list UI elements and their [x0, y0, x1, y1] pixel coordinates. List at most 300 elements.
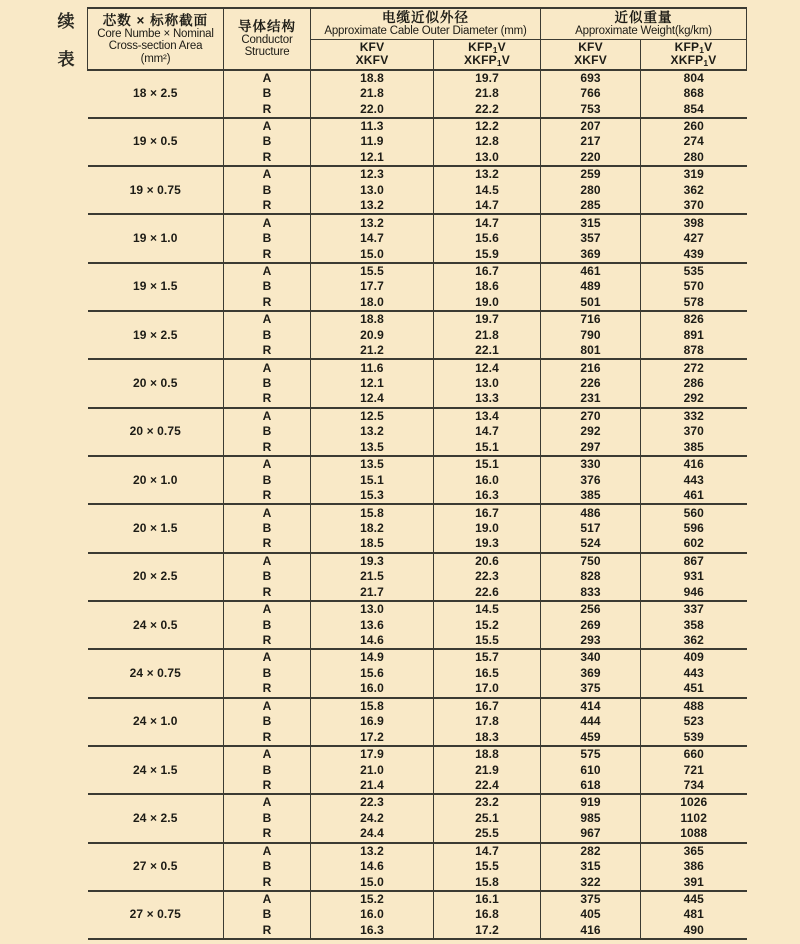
diameter-kfv-cell: 16.0 [311, 907, 434, 922]
table-row [88, 649, 747, 665]
weight-kfpv-cell: 292 [641, 391, 747, 407]
header-conductor-structure [224, 8, 311, 70]
diameter-kfpv-cell: 13.4 [434, 408, 541, 424]
header-diameter-en: Approximate Cable Outer Diameter (mm) [324, 25, 527, 37]
diameter-kfv-cell: 16.0 [311, 681, 434, 697]
conductor-structure-cell: R [224, 150, 311, 166]
weight-kfv-cell: 967 [541, 826, 641, 842]
weight-kfv-cell: 269 [541, 617, 641, 632]
diameter-kfv-cell: 14.6 [311, 859, 434, 874]
conductor-structure-cell: A [224, 649, 311, 665]
weight-kfv-cell: 610 [541, 762, 641, 777]
weight-kfpv-cell: 854 [641, 101, 747, 117]
weight-kfv-cell: 716 [541, 311, 641, 327]
conductor-structure-cell: B [224, 424, 311, 439]
diameter-kfpv-cell: 17.2 [434, 923, 541, 939]
weight-kfv-cell: 270 [541, 408, 641, 424]
diameter-kfv-cell: 22.3 [311, 794, 434, 810]
diameter-kfv-cell: 13.2 [311, 198, 434, 214]
conductor-structure-cell: R [224, 391, 311, 407]
diameter-kfv-cell: 15.0 [311, 874, 434, 890]
weight-kfv-cell: 231 [541, 391, 641, 407]
diameter-kfpv-cell: 12.2 [434, 118, 541, 134]
diameter-kfpv-cell: 14.5 [434, 183, 541, 198]
header-diameter-group [311, 8, 541, 39]
diameter-kfv-cell: 14.7 [311, 231, 434, 246]
conductor-structure-cell: B [224, 521, 311, 536]
weight-kfpv-cell: 385 [641, 440, 747, 456]
diameter-kfv-cell: 15.8 [311, 504, 434, 520]
table-header [88, 8, 747, 70]
diameter-kfv-cell: 12.1 [311, 150, 434, 166]
weight-kfpv-cell: 570 [641, 279, 747, 294]
weight-kfpv-cell: 286 [641, 376, 747, 391]
diameter-kfpv-cell: 15.5 [434, 633, 541, 649]
weight-kfpv-cell: 386 [641, 859, 747, 874]
conductor-structure-cell: B [224, 231, 311, 246]
weight-kfpv-cell: 535 [641, 263, 747, 279]
weight-kfv-cell: 517 [541, 521, 641, 536]
diameter-kfpv-cell: 17.0 [434, 681, 541, 697]
header-diameter-kfpv [434, 39, 541, 70]
diameter-kfv-cell: 17.2 [311, 729, 434, 745]
table-row [88, 794, 747, 810]
weight-kfv-cell: 216 [541, 359, 641, 375]
diameter-kfv-cell: 21.2 [311, 343, 434, 359]
conductor-structure-cell: B [224, 183, 311, 198]
conductor-structure-cell: A [224, 214, 311, 230]
header-weight-kfv-line1: KFV [578, 39, 603, 54]
diameter-kfv-cell: 20.9 [311, 328, 434, 343]
diameter-kfpv-cell: 22.3 [434, 569, 541, 584]
diameter-kfpv-cell: 13.0 [434, 150, 541, 166]
weight-kfv-cell: 282 [541, 843, 641, 859]
diameter-kfv-cell: 11.6 [311, 359, 434, 375]
conductor-structure-cell: R [224, 295, 311, 311]
diameter-kfv-cell: 12.5 [311, 408, 434, 424]
diameter-kfv-cell: 15.1 [311, 472, 434, 487]
diameter-kfv-cell: 24.2 [311, 811, 434, 826]
weight-kfpv-cell: 660 [641, 746, 747, 762]
diameter-kfv-cell: 13.6 [311, 617, 434, 632]
weight-kfv-cell: 322 [541, 874, 641, 890]
header-diameter-zh: 电缆近似外径 [382, 10, 469, 25]
header-conductor-zh: 导体结构 [238, 18, 296, 34]
diameter-kfv-cell: 14.9 [311, 649, 434, 665]
diameter-kfv-cell: 15.8 [311, 698, 434, 714]
diameter-kfpv-cell: 16.0 [434, 472, 541, 487]
conductor-structure-cell: A [224, 166, 311, 182]
diameter-kfv-cell: 18.8 [311, 311, 434, 327]
table-row [88, 456, 747, 472]
core-size-cell: 19 × 2.5 [88, 311, 224, 359]
conductor-structure-cell: A [224, 553, 311, 569]
weight-kfv-cell: 220 [541, 150, 641, 166]
weight-kfpv-cell: 578 [641, 295, 747, 311]
diameter-kfpv-cell: 19.3 [434, 536, 541, 552]
conductor-structure-cell: A [224, 601, 311, 617]
diameter-kfpv-cell: 12.4 [434, 359, 541, 375]
header-core-size [88, 8, 224, 70]
weight-kfv-cell: 575 [541, 746, 641, 762]
diameter-kfpv-cell: 13.0 [434, 376, 541, 391]
diameter-kfv-cell: 19.3 [311, 553, 434, 569]
weight-kfpv-cell: 868 [641, 86, 747, 101]
weight-kfpv-cell: 280 [641, 150, 747, 166]
weight-kfv-cell: 385 [541, 488, 641, 504]
core-size-cell: 19 × 1.5 [88, 263, 224, 311]
header-weight-kfpv [641, 39, 747, 70]
diameter-kfpv-cell: 16.7 [434, 263, 541, 279]
weight-kfv-cell: 790 [541, 328, 641, 343]
conductor-structure-cell: R [224, 681, 311, 697]
continued-char-2: 表 [57, 50, 75, 69]
core-size-cell: 24 × 1.5 [88, 746, 224, 794]
weight-kfv-cell: 985 [541, 811, 641, 826]
header-weight-zh: 近似重量 [614, 10, 673, 25]
header-weight-kfpv-line2: $XKFP_1V$ [670, 53, 717, 68]
weight-kfpv-cell: 596 [641, 521, 747, 536]
diameter-kfv-cell: 18.8 [311, 70, 434, 86]
diameter-kfv-cell: 22.0 [311, 101, 434, 117]
weight-kfv-cell: 207 [541, 118, 641, 134]
conductor-structure-cell: B [224, 714, 311, 729]
diameter-kfpv-cell: 21.8 [434, 328, 541, 343]
weight-kfv-cell: 501 [541, 295, 641, 311]
diameter-kfv-cell: 12.1 [311, 376, 434, 391]
core-size-cell: 27 × 0.75 [88, 891, 224, 939]
conductor-structure-cell: R [224, 440, 311, 456]
weight-kfpv-cell: 826 [641, 311, 747, 327]
diameter-kfpv-cell: 16.7 [434, 698, 541, 714]
diameter-kfpv-cell: 15.1 [434, 456, 541, 472]
weight-kfpv-cell: 1088 [641, 826, 747, 842]
core-size-cell: 24 × 1.0 [88, 698, 224, 746]
weight-kfpv-cell: 946 [641, 585, 747, 601]
diameter-kfpv-cell: 20.6 [434, 553, 541, 569]
core-size-cell: 20 × 1.5 [88, 504, 224, 552]
diameter-kfpv-cell: 14.7 [434, 198, 541, 214]
weight-kfv-cell: 919 [541, 794, 641, 810]
table-row [88, 263, 747, 279]
weight-kfpv-cell: 878 [641, 343, 747, 359]
conductor-structure-cell: B [224, 86, 311, 101]
table-row [88, 311, 747, 327]
core-size-cell: 19 × 0.75 [88, 166, 224, 214]
header-conductor-en-1: Conductor [241, 33, 293, 46]
table-row [88, 891, 747, 907]
core-size-cell: 24 × 2.5 [88, 794, 224, 842]
diameter-kfv-cell: 21.4 [311, 778, 434, 794]
diameter-kfv-cell: 14.6 [311, 633, 434, 649]
table-row [88, 601, 747, 617]
diameter-kfv-cell: 21.8 [311, 86, 434, 101]
diameter-kfpv-cell: 16.8 [434, 907, 541, 922]
weight-kfpv-cell: 337 [641, 601, 747, 617]
weight-kfpv-cell: 523 [641, 714, 747, 729]
diameter-kfpv-cell: 13.3 [434, 391, 541, 407]
weight-kfpv-cell: 891 [641, 328, 747, 343]
weight-kfpv-cell: 370 [641, 198, 747, 214]
conductor-structure-cell: R [224, 874, 311, 890]
conductor-structure-cell: R [224, 343, 311, 359]
diameter-kfpv-cell: 22.1 [434, 343, 541, 359]
diameter-kfv-cell: 13.5 [311, 440, 434, 456]
table-body [88, 70, 747, 940]
weight-kfpv-cell: 1026 [641, 794, 747, 810]
diameter-kfv-cell: 15.6 [311, 666, 434, 681]
diameter-kfpv-cell: 15.2 [434, 617, 541, 632]
weight-kfv-cell: 486 [541, 504, 641, 520]
table-row [88, 504, 747, 520]
weight-kfv-cell: 292 [541, 424, 641, 439]
table-row [88, 359, 747, 375]
diameter-kfv-cell: 13.5 [311, 456, 434, 472]
conductor-structure-cell: R [224, 198, 311, 214]
conductor-structure-cell: A [224, 794, 311, 810]
conductor-structure-cell: B [224, 134, 311, 149]
weight-kfpv-cell: 488 [641, 698, 747, 714]
header-conductor-en-2: Structure [244, 46, 290, 59]
diameter-kfv-cell: 13.2 [311, 843, 434, 859]
weight-kfpv-cell: 362 [641, 633, 747, 649]
diameter-kfv-cell: 18.5 [311, 536, 434, 552]
table-row [88, 843, 747, 859]
conductor-structure-cell: A [224, 504, 311, 520]
conductor-structure-cell: A [224, 263, 311, 279]
table-row [88, 214, 747, 230]
core-size-cell: 20 × 1.0 [88, 456, 224, 504]
weight-kfpv-cell: 1102 [641, 811, 747, 826]
diameter-kfv-cell: 21.7 [311, 585, 434, 601]
diameter-kfv-cell: 12.4 [311, 391, 434, 407]
weight-kfpv-cell: 734 [641, 778, 747, 794]
header-core-size-en-1: Core Numbe × Nominal [97, 27, 214, 40]
conductor-structure-cell: R [224, 536, 311, 552]
diameter-kfpv-cell: 14.7 [434, 214, 541, 230]
weight-kfv-cell: 753 [541, 101, 641, 117]
diameter-kfpv-cell: 16.3 [434, 488, 541, 504]
weight-kfv-cell: 256 [541, 601, 641, 617]
weight-kfpv-cell: 443 [641, 666, 747, 681]
conductor-structure-cell: B [224, 762, 311, 777]
diameter-kfv-cell: 15.3 [311, 488, 434, 504]
diameter-kfpv-cell: 18.8 [434, 746, 541, 762]
weight-kfpv-cell: 804 [641, 70, 747, 86]
diameter-kfpv-cell: 16.1 [434, 891, 541, 907]
diameter-kfpv-cell: 25.1 [434, 811, 541, 826]
diameter-kfv-cell: 13.2 [311, 214, 434, 230]
continued-table-label [56, 7, 76, 70]
diameter-kfpv-cell: 23.2 [434, 794, 541, 810]
diameter-kfpv-cell: 15.9 [434, 246, 541, 262]
weight-kfv-cell: 369 [541, 246, 641, 262]
core-size-cell: 19 × 1.0 [88, 214, 224, 262]
conductor-structure-cell: B [224, 811, 311, 826]
table-row [88, 118, 747, 134]
conductor-structure-cell: B [224, 907, 311, 922]
diameter-kfv-cell: 15.2 [311, 891, 434, 907]
weight-kfv-cell: 801 [541, 343, 641, 359]
diameter-kfv-cell: 21.5 [311, 569, 434, 584]
core-size-cell: 27 × 0.5 [88, 843, 224, 891]
diameter-kfv-cell: 18.0 [311, 295, 434, 311]
weight-kfpv-cell: 398 [641, 214, 747, 230]
weight-kfv-cell: 693 [541, 70, 641, 86]
conductor-structure-cell: A [224, 359, 311, 375]
weight-kfv-cell: 226 [541, 376, 641, 391]
diameter-kfv-cell: 15.5 [311, 263, 434, 279]
weight-kfpv-cell: 319 [641, 166, 747, 182]
core-size-cell: 20 × 0.75 [88, 408, 224, 456]
diameter-kfv-cell: 11.3 [311, 118, 434, 134]
diameter-kfpv-cell: 25.5 [434, 826, 541, 842]
diameter-kfpv-cell: 19.0 [434, 295, 541, 311]
diameter-kfpv-cell: 22.2 [434, 101, 541, 117]
header-weight-group [541, 8, 747, 39]
header-weight-kfpv-line1: $KFP_1V$ [674, 39, 713, 55]
conductor-structure-cell: R [224, 585, 311, 601]
weight-kfv-cell: 293 [541, 633, 641, 649]
diameter-kfpv-cell: 13.2 [434, 166, 541, 182]
header-weight-kfv-line2: XKFV [574, 53, 607, 67]
weight-kfv-cell: 375 [541, 891, 641, 907]
diameter-kfv-cell: 16.9 [311, 714, 434, 729]
header-weight-kfv [541, 39, 641, 70]
weight-kfv-cell: 259 [541, 166, 641, 182]
weight-kfpv-cell: 867 [641, 553, 747, 569]
conductor-structure-cell: A [224, 70, 311, 86]
conductor-structure-cell: A [224, 408, 311, 424]
diameter-kfpv-cell: 16.5 [434, 666, 541, 681]
conductor-structure-cell: R [224, 246, 311, 262]
weight-kfpv-cell: 362 [641, 183, 747, 198]
weight-kfpv-cell: 272 [641, 359, 747, 375]
diameter-kfv-cell: 13.2 [311, 424, 434, 439]
weight-kfpv-cell: 274 [641, 134, 747, 149]
header-core-size-en-3: (mm²) [140, 52, 171, 65]
conductor-structure-cell: B [224, 328, 311, 343]
header-core-size-zh: 芯数 × 标称截面 [102, 12, 209, 28]
weight-kfv-cell: 766 [541, 86, 641, 101]
weight-kfv-cell: 750 [541, 553, 641, 569]
conductor-structure-cell: R [224, 826, 311, 842]
conductor-structure-cell: B [224, 472, 311, 487]
header-diameter-kfv-line2: XKFV [355, 53, 389, 67]
conductor-structure-cell: B [224, 376, 311, 391]
core-size-cell: 20 × 2.5 [88, 553, 224, 601]
conductor-structure-cell: A [224, 456, 311, 472]
conductor-structure-cell: R [224, 778, 311, 794]
core-size-cell: 24 × 0.75 [88, 649, 224, 697]
diameter-kfpv-cell: 15.1 [434, 440, 541, 456]
weight-kfv-cell: 524 [541, 536, 641, 552]
weight-kfpv-cell: 539 [641, 729, 747, 745]
diameter-kfv-cell: 21.0 [311, 762, 434, 777]
diameter-kfpv-cell: 18.6 [434, 279, 541, 294]
diameter-kfpv-cell: 19.0 [434, 521, 541, 536]
weight-kfpv-cell: 370 [641, 424, 747, 439]
table-row [88, 746, 747, 762]
diameter-kfv-cell: 13.0 [311, 601, 434, 617]
conductor-structure-cell: B [224, 617, 311, 632]
conductor-structure-cell: R [224, 633, 311, 649]
conductor-structure-cell: A [224, 746, 311, 762]
weight-kfpv-cell: 560 [641, 504, 747, 520]
conductor-structure-cell: R [224, 488, 311, 504]
diameter-kfpv-cell: 12.8 [434, 134, 541, 149]
weight-kfpv-cell: 358 [641, 617, 747, 632]
weight-kfpv-cell: 721 [641, 762, 747, 777]
diameter-kfv-cell: 16.3 [311, 923, 434, 939]
weight-kfv-cell: 315 [541, 859, 641, 874]
conductor-structure-cell: A [224, 891, 311, 907]
weight-kfv-cell: 357 [541, 231, 641, 246]
diameter-kfpv-cell: 14.7 [434, 424, 541, 439]
weight-kfv-cell: 330 [541, 456, 641, 472]
core-size-cell: 20 × 0.5 [88, 359, 224, 407]
diameter-kfpv-cell: 19.7 [434, 70, 541, 86]
diameter-kfpv-cell: 22.4 [434, 778, 541, 794]
core-size-cell: 18 × 2.5 [88, 70, 224, 118]
header-weight-en: Approximate Weight(kg/km) [575, 25, 712, 37]
conductor-structure-cell: A [224, 118, 311, 134]
cable-spec-table [87, 7, 747, 940]
weight-kfv-cell: 369 [541, 666, 641, 681]
diameter-kfpv-cell: 21.9 [434, 762, 541, 777]
weight-kfpv-cell: 439 [641, 246, 747, 262]
weight-kfpv-cell: 445 [641, 891, 747, 907]
conductor-structure-cell: R [224, 923, 311, 939]
table-row [88, 166, 747, 182]
weight-kfv-cell: 444 [541, 714, 641, 729]
weight-kfpv-cell: 391 [641, 874, 747, 890]
header-core-size-en-2: Cross-section Area [108, 40, 203, 52]
header-diameter-kfv-line1: KFV [359, 39, 385, 54]
weight-kfpv-cell: 409 [641, 649, 747, 665]
weight-kfv-cell: 376 [541, 472, 641, 487]
weight-kfpv-cell: 260 [641, 118, 747, 134]
weight-kfv-cell: 828 [541, 569, 641, 584]
weight-kfv-cell: 405 [541, 907, 641, 922]
conductor-structure-cell: B [224, 569, 311, 584]
weight-kfpv-cell: 443 [641, 472, 747, 487]
diameter-kfpv-cell: 14.5 [434, 601, 541, 617]
conductor-structure-cell: B [224, 279, 311, 294]
conductor-structure-cell: A [224, 843, 311, 859]
diameter-kfpv-cell: 18.3 [434, 729, 541, 745]
weight-kfv-cell: 315 [541, 214, 641, 230]
weight-kfv-cell: 280 [541, 183, 641, 198]
weight-kfpv-cell: 451 [641, 681, 747, 697]
continued-char-1: 续 [57, 12, 75, 31]
diameter-kfv-cell: 13.0 [311, 183, 434, 198]
diameter-kfpv-cell: 14.7 [434, 843, 541, 859]
weight-kfpv-cell: 365 [641, 843, 747, 859]
core-size-cell: 24 × 0.5 [88, 601, 224, 649]
diameter-kfpv-cell: 16.7 [434, 504, 541, 520]
weight-kfv-cell: 618 [541, 778, 641, 794]
weight-kfv-cell: 414 [541, 698, 641, 714]
table-row [88, 553, 747, 569]
conductor-structure-cell: B [224, 666, 311, 681]
weight-kfpv-cell: 332 [641, 408, 747, 424]
diameter-kfpv-cell: 15.5 [434, 859, 541, 874]
conductor-structure-cell: A [224, 311, 311, 327]
diameter-kfv-cell: 18.2 [311, 521, 434, 536]
diameter-kfv-cell: 15.0 [311, 246, 434, 262]
diameter-kfv-cell: 17.9 [311, 746, 434, 762]
